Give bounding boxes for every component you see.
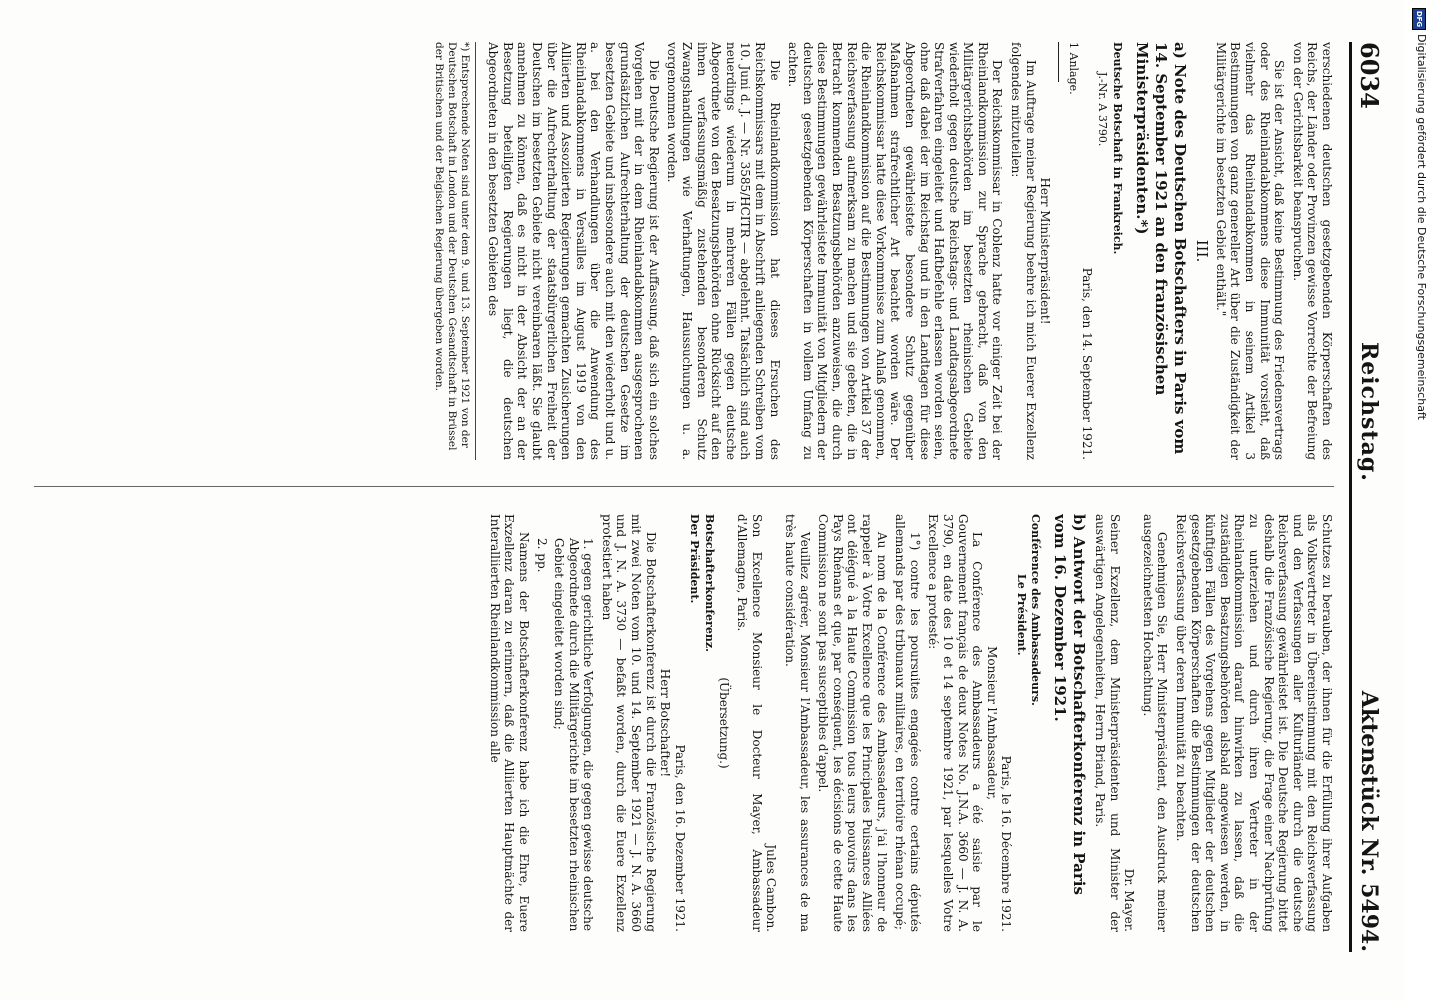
note-title: a) Note des Deutschen Botschafters in Paris vom 14. September 1921 an den französischen Ministerpräsidenten.*) bbox=[1132, 42, 1189, 455]
column-divider bbox=[34, 486, 1334, 487]
paragraph: Genehmigen Sie, Herr Ministerpräsident, den Ausdruck meiner ausgezeichnetsten Hochachtung. bbox=[1140, 514, 1170, 932]
sender-line: Botschafterkonferenz. bbox=[703, 514, 717, 652]
paragraph: Im Auftrage meiner Regierung beehre ich mich Euerer Exzellenz folgendes mitzuteilen: bbox=[1009, 42, 1038, 460]
left-column bbox=[34, 42, 1334, 460]
section-number: III. bbox=[1193, 239, 1212, 263]
paragraph: verschiedenen deutschen gesetzgebenden Körperschaften des Reichs, der Länder oder Provinzen gewisse Vorrechte der Befreiung von der Gerichtsbarkeit beanspruchen. bbox=[1290, 42, 1334, 460]
digitization-strip bbox=[1404, 0, 1434, 1000]
list-item: 2. pp. bbox=[535, 538, 550, 573]
addressee: Son Excellence Monsieur le Docteur Mayer, Ambassadeur d'Allemagne, Paris. bbox=[735, 514, 764, 932]
place-date: Paris, den 16. Dezember 1921. bbox=[672, 744, 687, 932]
addressee: Seiner Exzellenz, dem Ministerpräsidenten und Minister der auswärtigen Angelegenheiten, Herrn Briand, Paris. bbox=[1093, 514, 1122, 932]
paragraph: Veuillez agréer, Monsieur l'Ambassadeur, les assurances de ma très haute considération. bbox=[783, 514, 812, 932]
publication-title: Reichstag. bbox=[1356, 342, 1382, 482]
salutation: Herr Botschafter! bbox=[658, 668, 673, 778]
paragraph: Schutzes zu berauben, der ihnen für die Erfüllung ihrer Aufgaben als Volksvertreter in Übereinstimmung mit den Reichsverfassung und den Verfassungen aller Kulturländer durch die deutsche Reichsverfassung gewährleistet ist. Die Deutsche Regierung bittet deshalb die Französische Regierung, die Frage einer Nachprüfung zu unterziehen und durch ihren Vertreter in der Rheinlandkommission darauf hinwirken zu lassen, daß die zuständigen Besatzungsbehörden alsbald angewiesen werden, in künftigen Fällen des Vorgehens gegen Mitglieder der deutschen gesetzgebenden Körperschaften die Bestimmungen der deutschen Reichsverfassung über deren Immunität zu beachten. bbox=[1174, 514, 1334, 932]
right-column bbox=[34, 514, 1334, 932]
place-date: Paris, le 16. Décembre 1921. bbox=[999, 755, 1014, 932]
dfg-logo: DFG bbox=[1412, 8, 1426, 30]
divider bbox=[1058, 42, 1059, 82]
paragraph: Die Botschafterkonferenz ist durch die Französische Regierung mit zwei Noten vom 10. und 14. September 1921 — J. N. A. 3660 und J. N. A. 3730 — befaßt worden, durch die Euere Exzellenz protestiert haben bbox=[599, 514, 658, 932]
page-number: 6034 bbox=[1355, 42, 1384, 109]
salutation: Herr Ministerpräsident! bbox=[1038, 177, 1053, 325]
paragraph: La Conférence des Ambassadeurs a été saisie par le Gouvernement français de deux Notes No. J.N.A. 3660 — J. N. A. 3790, en date des 10 et 14 septembre 1921, par lesquelles Votre Excellence a protesté: bbox=[926, 514, 985, 932]
enclosure-note: 1 Anlage. bbox=[1066, 42, 1080, 95]
signature: Jules Cambon. bbox=[764, 844, 779, 932]
translation-label: (Übersetzung.) bbox=[716, 677, 731, 769]
paragraph: Der Reichskommissar in Coblenz hatte vor einiger Zeit bei der Rheinlandkommission zur Sprache gebracht, daß von den Militärgerichtsbehörden im besetzten rheinischen Gebiete wiederholt gegen deutsche Reichstags- und Landtagsabgeordnete Strafverfahren eingeleitet und Haftbefehle erlassen worden seien, ohne daß dabei der im Reichstag und in den Landtagen für diese Abgeordneten gewährleistete besondere Schutz gegenüber Maßnahmen strafrechtlicher Art beachtet worden wäre. Der Reichskommissar hatte diese Vorkommnisse zum Anlaß genommen, die Rheinlandkommission auf die Bestimmungen von Artikel 37 der Reichsverfassung aufmerksam zu machen und sie gebeten, die in Betracht kommenden Besatzungsbehörden anzuweisen, die durch diese Bestimmungen gewährleistete Immunität von Mitgliedern der deutschen gesetzgebenden Körperschaften in vollem Umfang zu achten. bbox=[786, 42, 1005, 460]
digitization-note: Digitalisierung gefördert durch die Deutsche Forschungsgemeinschaft bbox=[1415, 34, 1428, 420]
paragraph: Namens der Botschafterkonferenz habe ich die Ehre, Euere Exzellenz daran zu erinnern, daß die Alliierten Hauptmächte der Interalliierten Rheinlandkommission alle bbox=[487, 514, 531, 932]
paragraph: Die Rheinlandkommission hat dieses Ersuchen des Reichskommissars mit dem in Abschrift anliegenden Schreiben vom 10. Juni d. J. — Nr. 3585/HCITR — abgelehnt. Tatsächlich sind auch neuerdings wiederum in mehreren Fällen gegen deutsche Abgeordnete von den Besatzungsbehörden ohne Rücksicht auf den ihnen verfassungsmäßig zustehenden besonderen Schutz Zwangshandlungen wie Verhaftungen, Haussuchungen u. a. vorgenommen worden. bbox=[665, 42, 782, 460]
salutation: Monsieur l'Ambassadeur, bbox=[984, 646, 999, 800]
sender-line: Le Président. bbox=[1014, 574, 1028, 656]
journal-number: J.-Nr. A 3790. bbox=[1096, 72, 1110, 147]
place-date: Paris, den 14. September 1921. bbox=[1080, 267, 1095, 460]
footnote: *) Entsprechende Noten sind unter dem 9. und 13. September 1921 von der Deutschen Botschaft in London und der Deutschen Gesandtschaft in Brüssel der Britischen und der Belgischen Regierung übergeben worden. bbox=[432, 42, 476, 460]
sender-line: Der Präsident. bbox=[688, 514, 702, 604]
paragraph: Au nom de la Conférence des Ambassadeurs, j'ai l'honneur de rappeler à Votre Excellence que les Principales Puissances Alliées ont délégué à la Haute Commission tous leurs pouvoirs dans les Pays Rhénans et que, par conséquent, les décisions de cette Haute Commission ne sont pas susceptibles d'appel. bbox=[816, 514, 889, 932]
paragraph: 1°) contre les poursuites engagées contre certains députés allemands par des tribunaux militaires, en territoire rhénan occupé; bbox=[893, 514, 922, 932]
list bbox=[535, 514, 595, 932]
list-item: 1. gegen gerichtliche Verfolgungen, die gegen gewisse deutsche Abgeordnete durch die Militärgerichte im besetzten rheinischen Gebiet eingeleitet worden sind; bbox=[552, 538, 596, 932]
answer-title: b) Antwort der Botschafterkonferenz in Paris vom 16. Dezember 1921. bbox=[1051, 514, 1089, 895]
document-number: Aktenstück Nr. 5494. bbox=[1356, 690, 1382, 952]
paragraph: Sie ist der Ansicht, daß keine Bestimmung des Friedensvertrags oder des Rheinlandabkommens diese Immunität vorsieht, daß vielmehr das Rheinlandabkommen in seinem Artikel 3 Bestimmungen von ganz genereller Art über die Zuständigkeit der Militärgerichte im besetzten Gebiet enthält." bbox=[1213, 42, 1287, 460]
signature: Dr. Mayer. bbox=[1122, 868, 1137, 932]
sender-line: Conférence des Ambassadeurs. bbox=[1029, 514, 1043, 706]
sender-line: Deutsche Botschaft in Frankreich. bbox=[1110, 42, 1124, 255]
paragraph: Die Deutsche Regierung ist der Auffassung, daß sich ein solches Vorgehen mit der in dem Rheinlandabkommen ausgesprochenen grundsätzlichen Aufrechterhaltung der deutschen Gesetze im besetzten Gebiete und insbesondere auch mit den wiederholt und u. a. bei den Verhandlungen über die Anwendung des Rheinlandabkommens in Versailles im August 1919 von den Alliierten und Assoziierten Regierungen gemachten Zusicherungen über die Aufrechterhaltung der staatsbürgerlichen Freiheit der Deutschen im besetzten Gebiete nicht vereinbaren läßt. Sie glaubt annehmen zu können, daß es nicht in der Absicht der an der Besetzung beteiligten Regierungen liegt, die deutschen Abgeordneten in den besetzten Gebieten des bbox=[486, 42, 661, 460]
page-header bbox=[1349, 42, 1388, 952]
